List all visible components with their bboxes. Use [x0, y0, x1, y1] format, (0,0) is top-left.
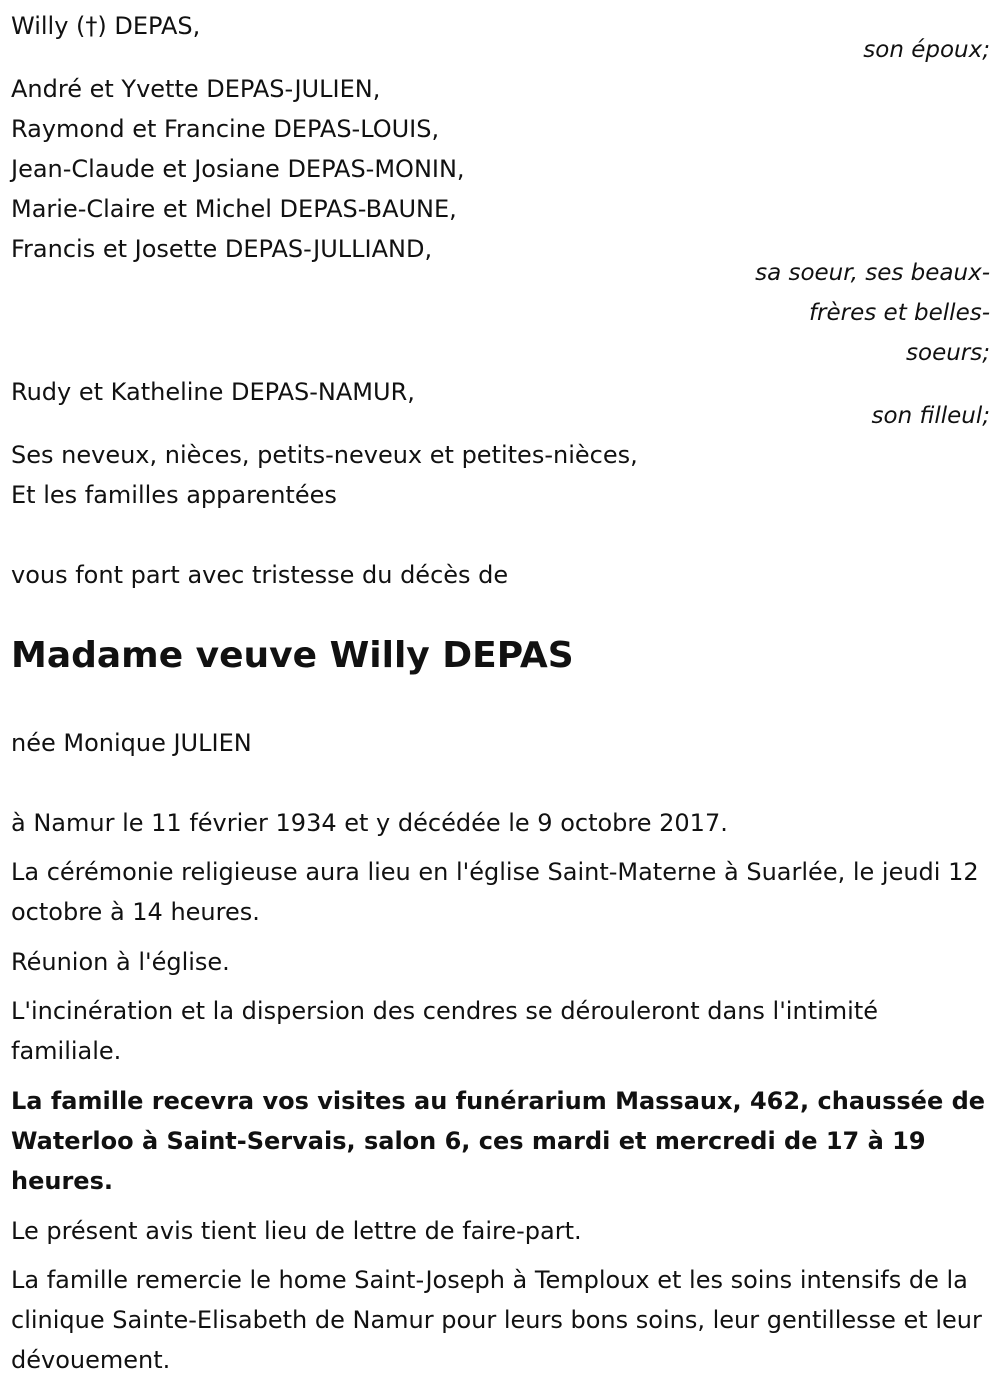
meeting-paragraph: Réunion à l'église. [11, 948, 230, 976]
thanks-paragraph: La famille remercie le home Saint-Joseph à Temploux et les soins intensifs de la clinique Sainte-Elisabeth de Namur pour leurs bons soins, leur gentillesse et leur dévouement. [11, 1266, 982, 1374]
life-dates: à Namur le 11 février 1934 et y décédée le 9 octobre 2017. [11, 809, 728, 837]
sibling-line: Marie-Claire et Michel DEPAS-BAUNE, [11, 195, 457, 223]
siblings-role-line: frères et belles- [808, 300, 990, 326]
sibling-line: Francis et Josette DEPAS-JULLIAND, [11, 235, 433, 263]
husband-role: son époux; [863, 37, 990, 63]
announcement: vous font part avec tristesse du décès de [11, 561, 509, 589]
sibling-line: Raymond et Francine DEPAS-LOUIS, [11, 115, 440, 143]
cremation-paragraph: L'incinération et la dispersion des cendres se dérouleront dans l'intimité familiale. [11, 997, 878, 1065]
relatives-line: Ses neveux, nièces, petits-neveux et petites-nièces, [11, 441, 638, 469]
notice-paragraph: Le présent avis tient lieu de lettre de faire-part. [11, 1217, 582, 1245]
sibling-line: Jean-Claude et Josiane DEPAS-MONIN, [11, 155, 465, 183]
husband-line: Willy (†) DEPAS, [11, 12, 201, 40]
ceremony-paragraph: La cérémonie religieuse aura lieu en l'église Saint-Materne à Suarlée, le jeudi 12 octobre à 14 heures. [11, 858, 979, 926]
godson-line: Rudy et Katheline DEPAS-NAMUR, [11, 378, 415, 406]
birth-name: née Monique JULIEN [11, 729, 252, 757]
siblings-role-line: soeurs; [906, 340, 990, 366]
siblings-role-line: sa soeur, ses beaux- [755, 260, 990, 286]
godson-role: son filleul; [871, 403, 990, 429]
deceased-name: Madame veuve Willy DEPAS [11, 635, 574, 676]
sibling-line: André et Yvette DEPAS-JULIEN, [11, 75, 381, 103]
relatives-line: Et les familles apparentées [11, 481, 337, 509]
visits-paragraph: La famille recevra vos visites au funérarium Massaux, 462, chaussée de Waterloo à Saint-Servais, salon 6, ces mardi et mercredi de 17 à 19 heures. [11, 1087, 986, 1195]
